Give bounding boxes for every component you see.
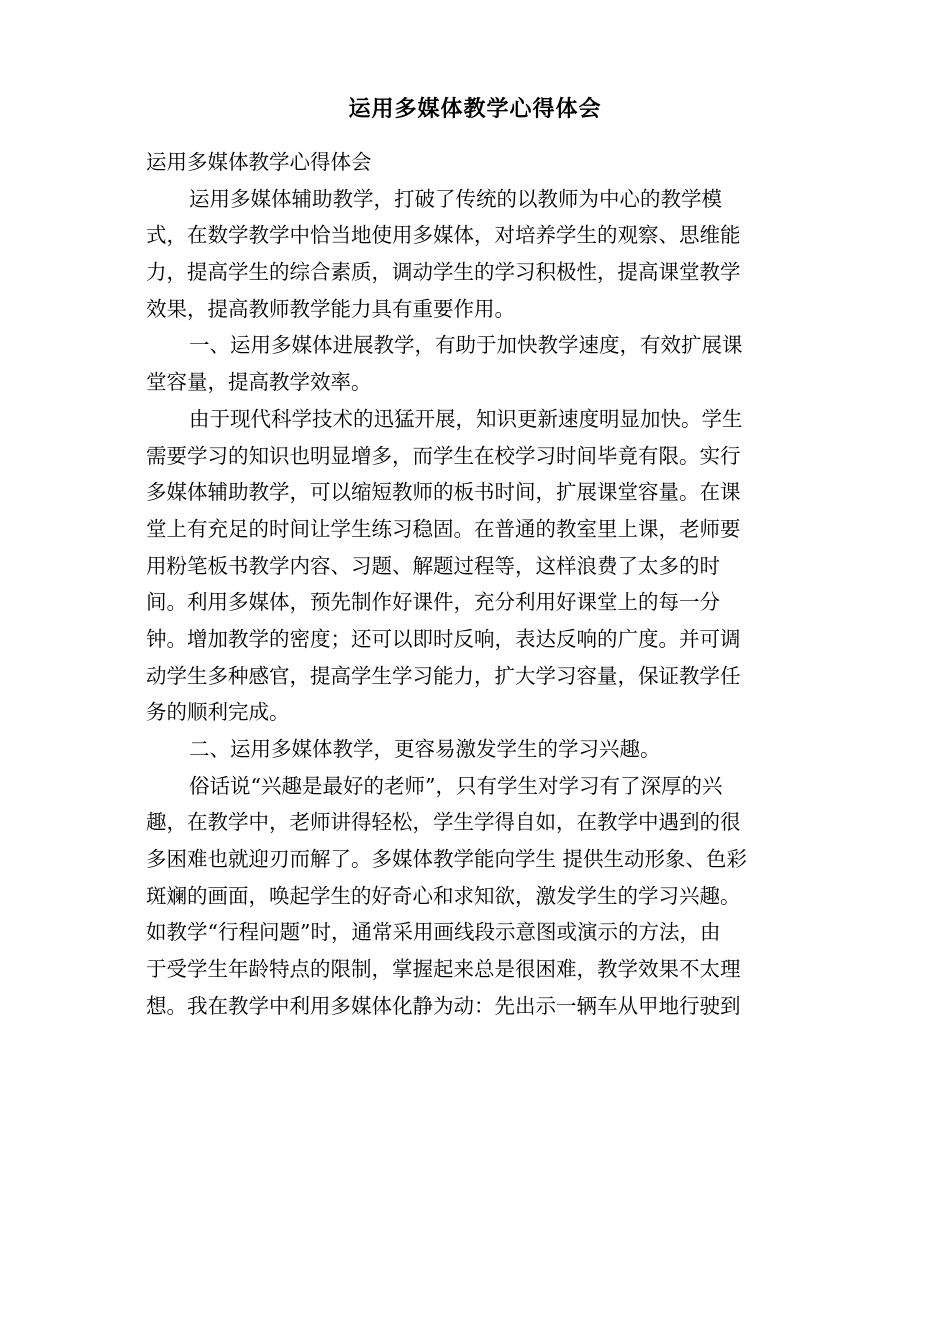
text-line: 动学生多种感官，提高学生学习能力，扩大学习容量，保证教学任 — [146, 663, 741, 688]
text-line: 堂容量，提高教学效率。 — [146, 370, 372, 395]
text-line: 务的顺利完成。 — [146, 700, 290, 725]
text-line: 运用多媒体教学心得体会 — [146, 150, 372, 174]
text-line: 多困难也就迎刃而解了。多媒体教学能向学生 提供生动形象、色彩 — [146, 847, 748, 872]
text-line: 于受学生年龄特点的限制，掌握起来总是很困难，教学效果不太理 — [146, 957, 741, 982]
document-title: 运用多媒体教学心得体会 — [348, 96, 602, 122]
text-line: 斑斓的画面，唤起学生的好奇心和求知欲，激发学生的学习兴趣。 — [146, 883, 741, 908]
text-line: 用粉笔板书教学内容、习题、解题过程等，这样浪费了太多的时 — [146, 553, 720, 578]
text-line: 想。我在教学中利用多媒体化静为动：先出示一辆车从甲地行驶到 — [146, 993, 741, 1018]
text-line: 钟。增加教学的密度；还可以即时反响，表达反响的广度。并可调 — [146, 626, 741, 651]
text-line: 需要学习的知识也明显增多，而学生在校学习时间毕竟有限。实行 — [146, 443, 741, 468]
text-line: 力，提高学生的综合素质，调动学生的学习积极性，提高课堂教学 — [146, 260, 741, 285]
text-line: 二、运用多媒体教学，更容易激发学生的学习兴趣。 — [189, 737, 661, 761]
text-line: 多媒体辅助教学，可以缩短教师的板书时间，扩展课堂容量。在课 — [146, 480, 741, 505]
text-line: 由于现代科学技术的迅猛开展，知识更新速度明显加快。学生 — [189, 406, 743, 431]
text-line: 趣，在教学中，老师讲得轻松，学生学得自如，在教学中遇到的很 — [146, 810, 741, 835]
text-line: 一、运用多媒体进展教学，有助于加快教学速度，有效扩展课 — [189, 333, 743, 358]
text-line: 效果，提高教师教学能力具有重要作用。 — [146, 296, 515, 321]
text-line: 间。利用多媒体，预先制作好课件，充分利用好课堂上的每一分 — [146, 590, 720, 615]
text-line: 俗话说“兴趣是最好的老师”，只有学生对学习有了深厚的兴 — [189, 773, 723, 798]
text-line: 堂上有充足的时间让学生练习稳固。在普通的教室里上课，老师要 — [146, 516, 741, 541]
text-line: 如教学“行程问题”时，通常采用画线段示意图或演示的方法，由 — [146, 920, 721, 945]
text-line: 式，在数学教学中恰当地使用多媒体，对培养学生的观察、思维能 — [146, 223, 741, 248]
text-line: 运用多媒体辅助教学，打破了传统的以教师为中心的教学模 — [189, 186, 722, 211]
document-body — [146, 144, 808, 1025]
